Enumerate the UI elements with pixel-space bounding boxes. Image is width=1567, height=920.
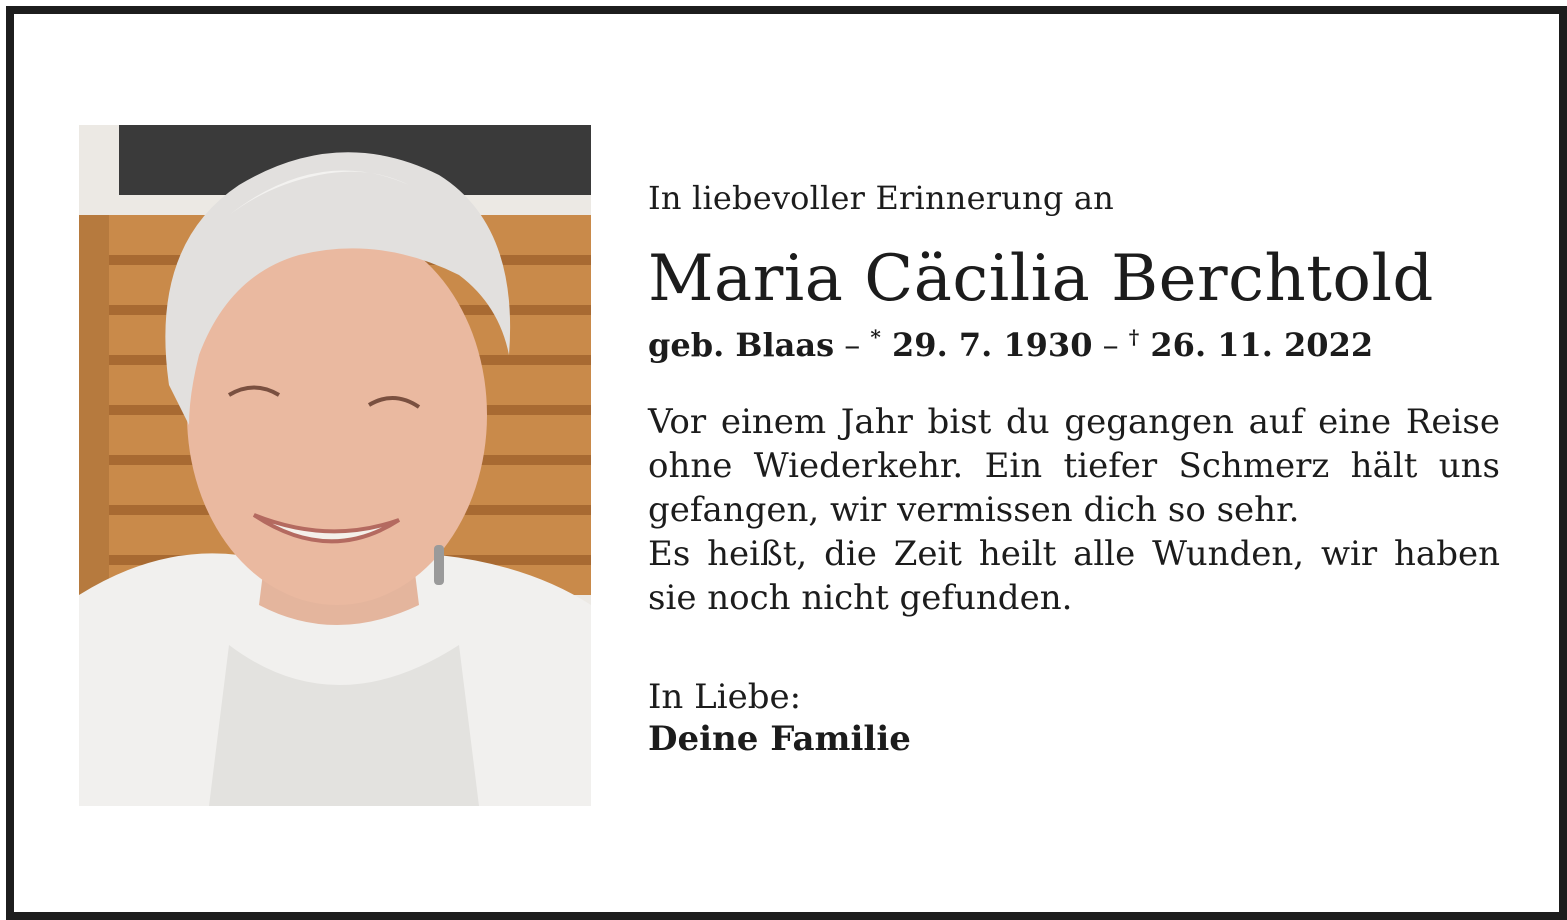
poem-paragraph: Vor einem Jahr bist du gegangen auf eine Reise ohne Wiederkehr. Ein tiefer Schmerz hält uns gefangen, wir vermissen dich so sehr. — [648, 402, 1500, 530]
birth-name: geb. Blaas — [648, 326, 835, 364]
memorial-poem — [648, 400, 1500, 620]
birth-symbol: * — [870, 325, 881, 349]
signoff: Deine Familie — [648, 719, 911, 759]
death-symbol: † — [1128, 325, 1140, 349]
intro-line: In liebevoller Erinnerung an — [648, 179, 1114, 217]
death-date: 26. 11. 2022 — [1150, 326, 1374, 364]
portrait-illustration — [79, 125, 591, 806]
obituary-frame — [6, 6, 1567, 920]
obituary-text — [648, 178, 1500, 760]
poem-paragraph: Es heißt, die Zeit heilt alle Wunden, wir haben sie noch nicht gefunden. — [648, 534, 1500, 618]
portrait-photo — [79, 125, 591, 806]
birth-date: 29. 7. 1930 — [892, 326, 1093, 364]
life-dates: geb. Blaas – * 29. 7. 1930 – † 26. 11. 2022 — [648, 325, 1374, 364]
deceased-name: Maria Cäcilia Berchtold — [648, 242, 1434, 316]
closing — [648, 676, 1500, 760]
closing-label: In Liebe: — [648, 677, 802, 717]
